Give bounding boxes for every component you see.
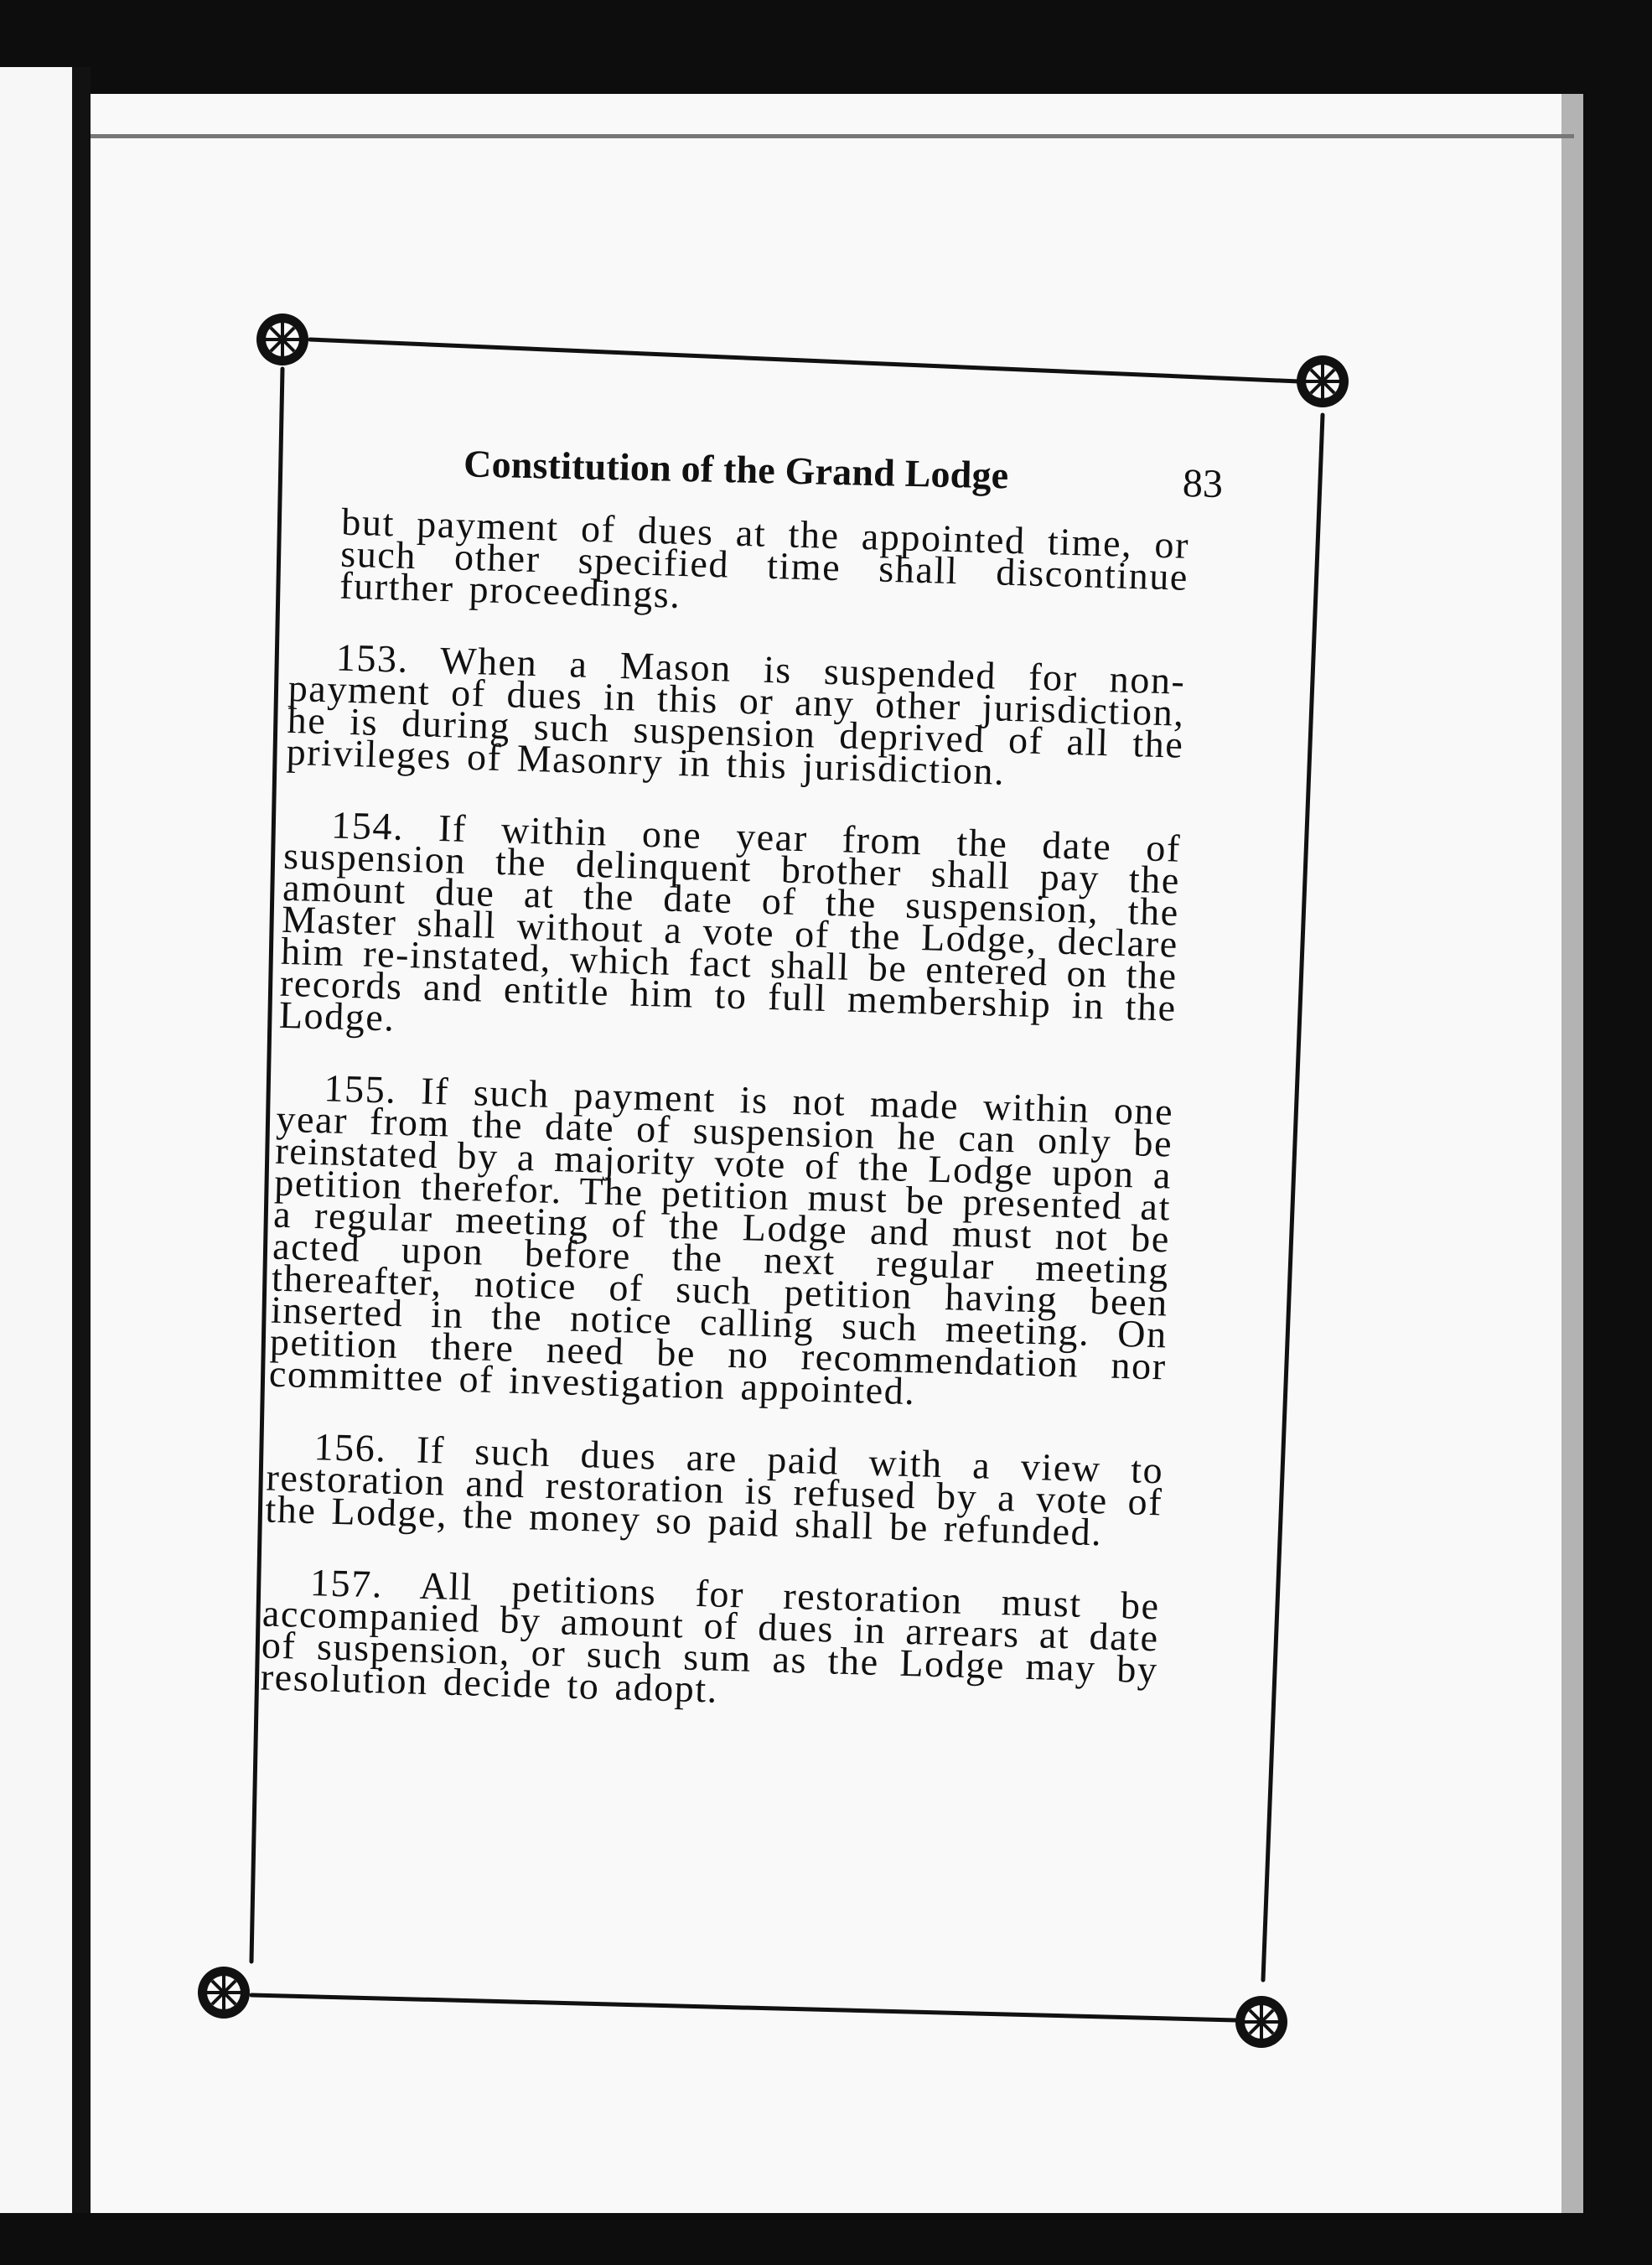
section-155: 155. If such payment is not made within one year from the date of suspension he can only be reinstated by a majority vote of the Lodge upon a petition therefor. The petition must be presented at a regular meeting of the Lodge and must not be acted upon before the next regular meeting thereafter, notice of such petition having been inserted in the notice calling such meeting. On petition there need be no recommendation nor committee of investigation appointed. [268, 1066, 1174, 1413]
frame-right-line [1263, 415, 1323, 1980]
frame-bottom-line [251, 1995, 1236, 2020]
section-156: 156. If such dues are paid with a view to restoration and restoration is refused by a vote of the Lodge, the money so paid shall be refunded. [264, 1425, 1164, 1554]
continued-text: but payment of dues at the appointed time, or such other specified time shall discontinue further proceedings. [339, 500, 1190, 616]
running-title: Constitution of the Grand Lodge [463, 442, 1009, 497]
page-body [260, 500, 1190, 1718]
rosette-icon [1297, 355, 1349, 407]
rosette-icon [1235, 1996, 1287, 2048]
frame-top-line [310, 339, 1299, 381]
continued-paragraph [339, 500, 1190, 625]
section-157: 157. All petitions for restoration must be accompanied by amount of dues in arrears at date of suspension, or such sum as the Lodge may by resolution decide to adopt. [260, 1561, 1161, 1711]
rosette-icon [256, 314, 308, 365]
rosette-icon [198, 1967, 250, 2019]
section-153: 153. When a Mason is suspended for non-payment of dues in this or any other jurisdiction, he is during such suspension deprived of all the privileges of Masonry in this jurisdiction. [286, 635, 1187, 793]
section-154: 154. If within one year from the date of suspension the delinquent brother shall pay the amount due at the date of the suspension, the Master shall without a vote of the Lodge, declare him re-instated, which fact shall be entered on the records and entitle him to full membership in the Lodge. [278, 803, 1182, 1039]
page-number: 83 [1182, 461, 1224, 507]
